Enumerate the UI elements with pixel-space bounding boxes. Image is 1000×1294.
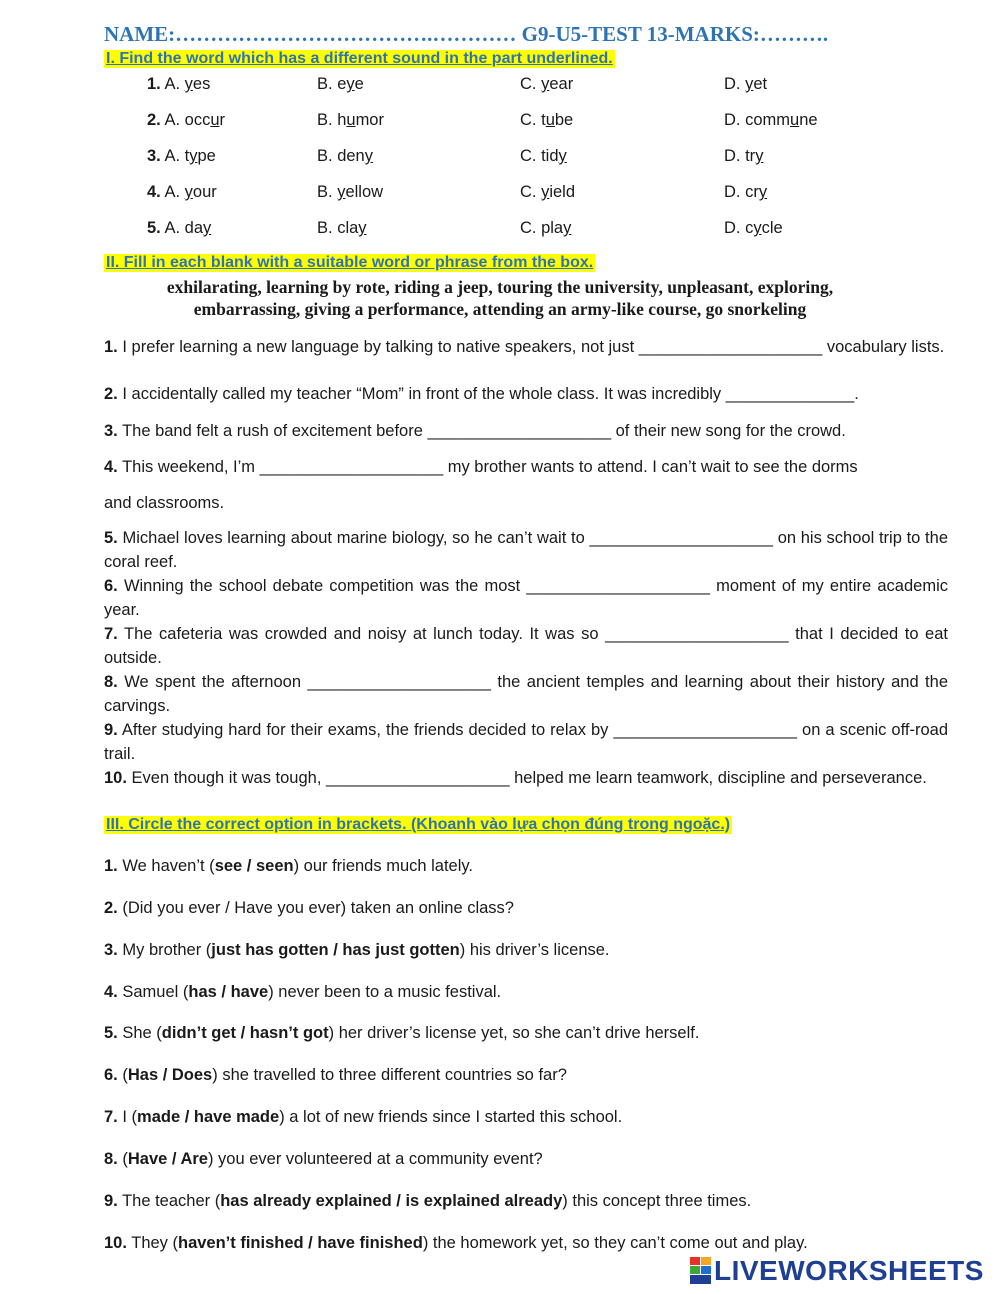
word-box-line-2: embarrassing, giving a performance, attending an army-like course, go snorkeling xyxy=(193,299,807,319)
fill-item-10[interactable]: 10. Even though it was tough, ____________________ helped me learn teamwork, discipline and perseverance. xyxy=(104,769,927,787)
q1-row-5 xyxy=(147,219,967,243)
q3-option-b[interactable]: B. deny xyxy=(317,147,373,165)
liveworksheets-logo-text: LIVEWORKSHEETS xyxy=(714,1255,984,1286)
choice-item-1[interactable]: 1. We haven’t (see / seen) our friends much lately. xyxy=(104,857,474,875)
fill-item-9[interactable]: 9. After studying hard for their exams, the friends decided to relax by ____________________ on a scenic off-road trail. xyxy=(104,721,948,763)
q2-option-b[interactable]: B. humor xyxy=(317,111,384,129)
q2-option-c[interactable]: C. tube xyxy=(520,111,574,129)
choice-item-4[interactable]: 4. Samuel (has / have) never been to a music festival. xyxy=(104,983,502,1001)
section-3-title: III. Circle the correct option in brackets. (Khoanh vào lựa chọn đúng trong ngoặc.) xyxy=(106,816,731,833)
fill-item-3[interactable]: 3. The band felt a rush of excitement before ____________________ of their new song for the crowd. xyxy=(104,422,846,440)
q4-option-c[interactable]: C. yield xyxy=(520,183,576,201)
q3-option-d[interactable]: D. try xyxy=(724,147,764,165)
q1-option-b[interactable]: B. eye xyxy=(317,75,364,93)
q1-option-a[interactable]: 1. A. yes xyxy=(147,75,211,93)
q3-option-c[interactable]: C. tidy xyxy=(520,147,567,165)
choice-item-7[interactable]: 7. I (made / have made) a lot of new friends since I started this school. xyxy=(104,1108,623,1126)
choice-item-8[interactable]: 8. (Have / Are) you ever volunteered at a community event? xyxy=(104,1150,543,1168)
fill-item-4[interactable]: 4. This weekend, I’m ____________________ my brother wants to attend. I can’t wait to see the dorms xyxy=(104,458,858,476)
worksheet-header: NAME:……………………………….………… G9-U5-TEST 13-MARKS:………. xyxy=(104,22,829,46)
q1-row-3 xyxy=(147,147,967,171)
q3-option-a[interactable]: 3. A. type xyxy=(147,147,216,165)
liveworksheets-mark-icon xyxy=(690,1257,712,1285)
q1-option-c[interactable]: C. year xyxy=(520,75,574,93)
choice-item-2[interactable]: 2. (Did you ever / Have you ever) taken an online class? xyxy=(104,899,514,917)
fill-item-1[interactable]: 1. I prefer learning a new language by talking to native speakers, not just ____________________ vocabulary lists. xyxy=(104,338,945,356)
choice-item-10[interactable]: 10. They (haven’t finished / have finished) the homework yet, so they can’t come out and play. xyxy=(104,1234,808,1252)
q1-option-d[interactable]: D. yet xyxy=(724,75,768,93)
q5-option-d[interactable]: D. cycle xyxy=(724,219,783,237)
fill-item-2[interactable]: 2. I accidentally called my teacher “Mom” in front of the whole class. It was incredibly ______________. xyxy=(104,385,859,403)
fill-item-4-continued: and classrooms. xyxy=(104,494,225,512)
fill-item-8[interactable]: 8. We spent the afternoon ____________________ the ancient temples and learning about their history and the carvings. xyxy=(104,673,948,715)
q1-row-2 xyxy=(147,111,967,135)
q1-row-4 xyxy=(147,183,967,207)
q5-option-b[interactable]: B. clay xyxy=(317,219,367,237)
fill-item-7[interactable]: 7. The cafeteria was crowded and noisy at lunch today. It was so ____________________ that I decided to eat outside. xyxy=(104,625,948,667)
choice-item-6[interactable]: 6. (Has / Does) she travelled to three different countries so far? xyxy=(104,1066,567,1084)
q4-option-b[interactable]: B. yellow xyxy=(317,183,384,201)
fill-item-6[interactable]: 6. Winning the school debate competition was the most ____________________ moment of my entire academic year. xyxy=(104,577,948,619)
choice-item-5[interactable]: 5. She (didn’t get / hasn’t got) her driver’s license yet, so she can’t drive herself. xyxy=(104,1024,700,1042)
q4-option-d[interactable]: D. cry xyxy=(724,183,768,201)
word-box xyxy=(50,276,950,320)
q5-option-a[interactable]: 5. A. day xyxy=(147,219,212,237)
choice-item-9[interactable]: 9. The teacher (has already explained / is explained already) this concept three times. xyxy=(104,1192,752,1210)
section-2-title: II. Fill in each blank with a suitable word or phrase from the box. xyxy=(106,254,594,271)
choice-item-3[interactable]: 3. My brother (just has gotten / has just gotten) his driver’s license. xyxy=(104,941,610,959)
word-box-line-1: exhilarating, learning by rote, riding a jeep, touring the university, unpleasant, exploring, xyxy=(166,277,834,297)
q2-option-d[interactable]: D. commune xyxy=(724,111,818,129)
section-1-title: I. Find the word which has a different sound in the part underlined. xyxy=(106,50,613,67)
q5-option-c[interactable]: C. play xyxy=(520,219,572,237)
q1-row-1 xyxy=(147,75,967,99)
q4-option-a[interactable]: 4. A. your xyxy=(147,183,217,201)
liveworksheets-logo[interactable] xyxy=(690,1254,984,1288)
fill-item-5[interactable]: 5. Michael loves learning about marine biology, so he can’t wait to ____________________ on his school trip to the coral reef. xyxy=(104,529,948,571)
q2-option-a[interactable]: 2. A. occur xyxy=(147,111,226,129)
